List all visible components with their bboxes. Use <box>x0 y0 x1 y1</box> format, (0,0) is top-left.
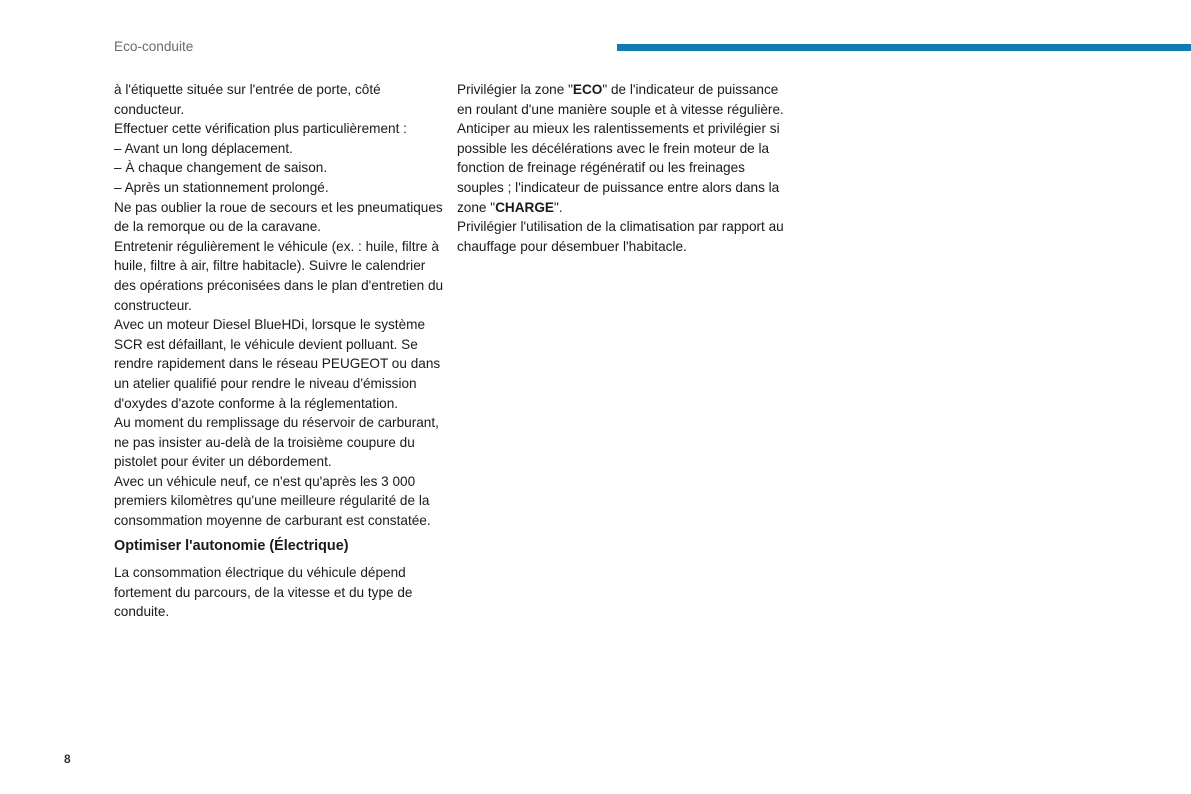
paragraph-eco-zone: Privilégier la zone "ECO" de l'indicateur de puissance en roulant d'une manière souple et à vitesse régulière. <box>457 82 784 117</box>
paragraph-label-location: à l'étiquette située sur l'entrée de porte, côté conducteur. <box>114 82 381 117</box>
paragraph-spare-wheel: Ne pas oublier la roue de secours et les pneumatiques de la remorque ou de la caravane. <box>114 199 443 235</box>
charge-zone-label: CHARGE <box>495 199 555 215</box>
paragraph-new-vehicle: Avec un véhicule neuf, ce n'est qu'après les 3 000 premiers kilomètres qu'une meilleure régularité de la consommation moyenne de carburant est constatée. <box>114 473 431 529</box>
paragraph-maintenance: Entretenir régulièrement le véhicule (ex. : huile, filtre à huile, filtre à air, filtre habitacle). Suivre le calendrier des opérations préconisées dans le plan d'entretien du constructeur. <box>114 238 444 313</box>
list-item: – Après un stationnement prolongé. <box>114 179 329 195</box>
paragraph-air-conditioning: Privilégier l'utilisation de la climatisation par rapport au chauffage pour désembuer l'habitacle. <box>457 219 784 254</box>
paragraph-refuelling: Au moment du remplissage du réservoir de carburant, ne pas insister au-delà de la troisième coupure du pistolet pour éviter un débordement. <box>114 415 439 470</box>
right-column <box>457 80 787 256</box>
header-accent-bar <box>617 44 1191 51</box>
section-heading: Optimiser l'autonomie (Électrique) <box>114 537 349 554</box>
eco-zone-label: ECO <box>572 82 603 97</box>
left-column <box>114 80 444 622</box>
page-header-title: Eco-conduite <box>114 39 194 54</box>
page-number: 8 <box>64 752 71 766</box>
paragraph-electric-consumption: La consommation électrique du véhicule dépend fortement du parcours, de la vitesse et du type de conduite. <box>114 565 413 620</box>
paragraph-anticipate: Anticiper au mieux les ralentissements et privilégier si possible les décélérations avec le frein moteur de la fonction de freinage régénératif ou les freinages souples ; l'indicateur de puissance entre alors dans la zone "CHARGE". <box>457 121 780 215</box>
paragraph-check-intro: Effectuer cette vérification plus particulièrement : <box>114 121 407 137</box>
list-item: – À chaque changement de saison. <box>114 160 328 176</box>
paragraph-bluehdi: Avec un moteur Diesel BlueHDi, lorsque le système SCR est défaillant, le véhicule devient polluant. Se rendre rapidement dans le réseau PEUGEOT ou dans un atelier qualifié pour rendre le niveau d'émission d'oxydes d'azote conforme à la réglementation. <box>114 317 441 411</box>
list-item: – Avant un long déplacement. <box>114 140 293 156</box>
